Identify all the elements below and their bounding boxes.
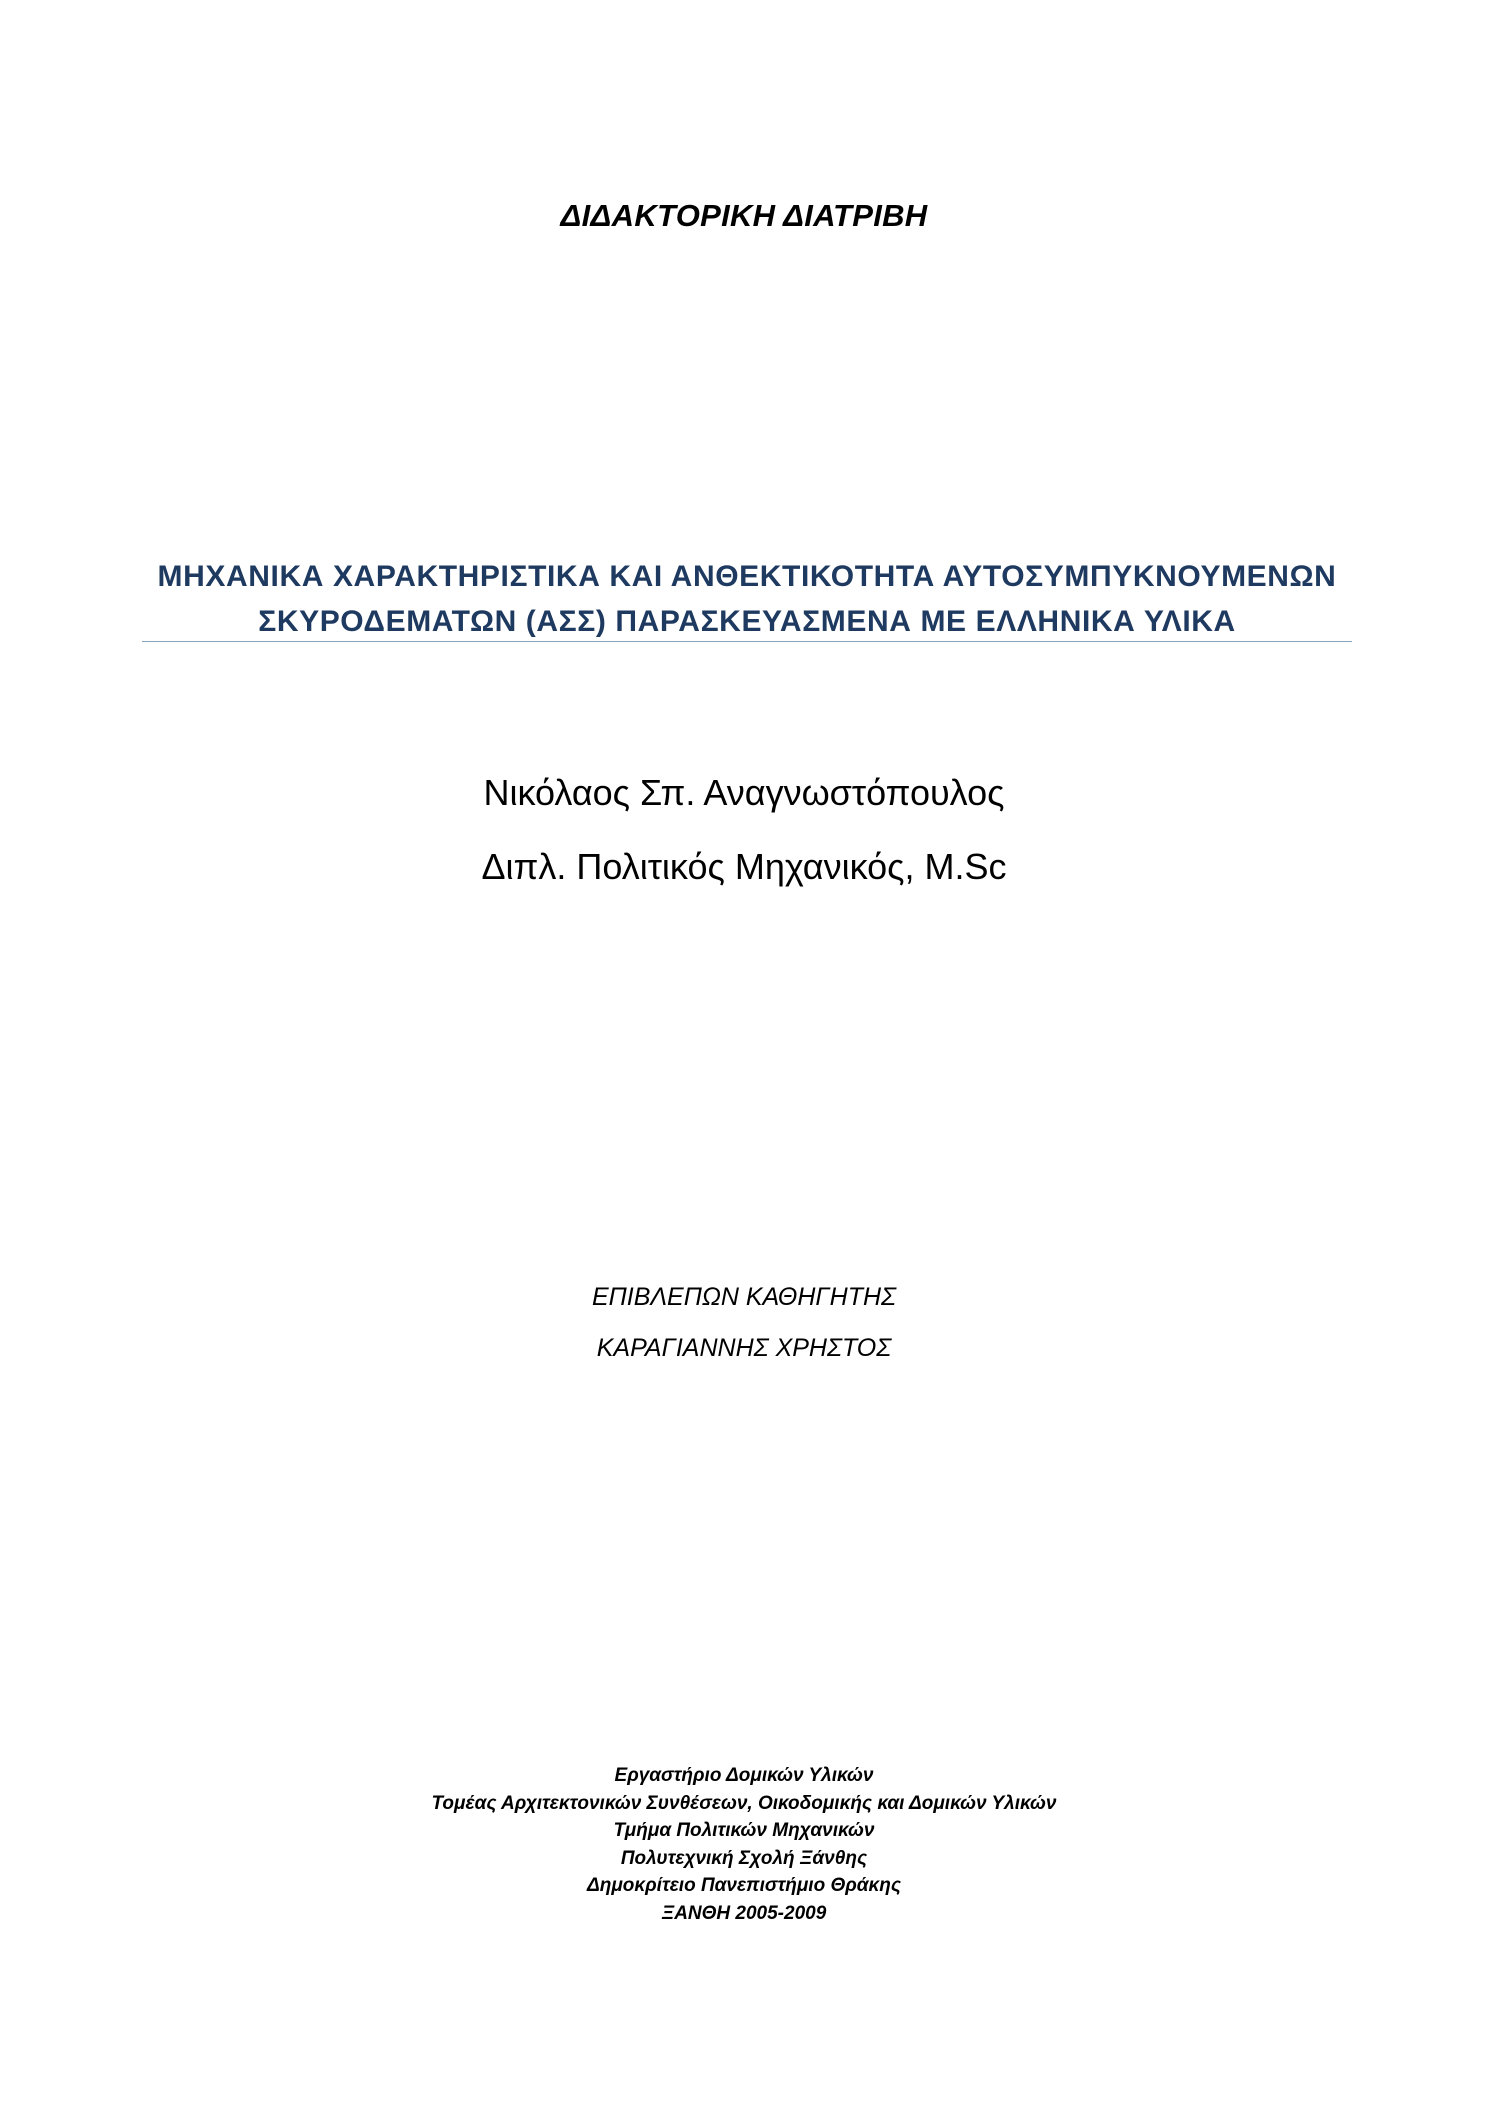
supervisor-block xyxy=(0,1272,1488,1374)
author-block xyxy=(0,756,1488,904)
author-degree: Διπλ. Πολιτικός Μηχανικός, M.Sc xyxy=(481,846,1007,887)
thesis-title xyxy=(142,554,1352,644)
thesis-title-line-1: ΜΗΧΑΝΙΚΑ ΧΑΡΑΚΤΗΡΙΣΤΙΚΑ ΚΑΙ ΑΝΘΕΚΤΙΚΟΤΗΤΑ ΑΥΤΟΣΥΜΠΥΚΝΟΥΜΕΝΩΝ xyxy=(157,560,1337,593)
affiliation-place-years: ΞΑΝΘΗ 2005-2009 xyxy=(661,1902,827,1924)
author-name: Νικόλαος Σπ. Αναγνωστόπουλος xyxy=(483,772,1005,813)
affiliation-university: Δημοκρίτειο Πανεπιστήμιο Θράκης xyxy=(586,1875,901,1896)
supervisor-role: ΕΠΙΒΛΕΠΩΝ ΚΑΘΗΓΗΤΗΣ xyxy=(591,1283,897,1311)
thesis-title-line-2: ΣΚΥΡΟΔΕΜΑΤΩΝ (ΑΣΣ) ΠΑΡΑΣΚΕΥΑΣΜΕΝΑ ΜΕ ΕΛΛΗΝΙΚΑ ΥΛΙΚΑ xyxy=(258,605,1236,638)
affiliation-department: Τμήμα Πολιτικών Μηχανικών xyxy=(613,1820,875,1841)
title-divider xyxy=(142,641,1352,642)
affiliation-sector: Τομέας Αρχιτεκτονικών Συνθέσεων, Οικοδομικής και Δομικών Υλικών xyxy=(431,1792,1057,1814)
affiliation-laboratory: Εργαστήριο Δομικών Υλικών xyxy=(614,1765,874,1786)
supervisor-name: ΚΑΡΑΓΙΑΝΝΗΣ ΧΡΗΣΤΟΣ xyxy=(596,1334,892,1362)
document-type-heading: ΔΙΔΑΚΤΟΡΙΚΗ ΔΙΑΤΡΙΒΗ xyxy=(560,198,928,233)
affiliation-block xyxy=(0,1762,1488,1927)
affiliation-school: Πολυτεχνική Σχολή Ξάνθης xyxy=(620,1847,868,1869)
